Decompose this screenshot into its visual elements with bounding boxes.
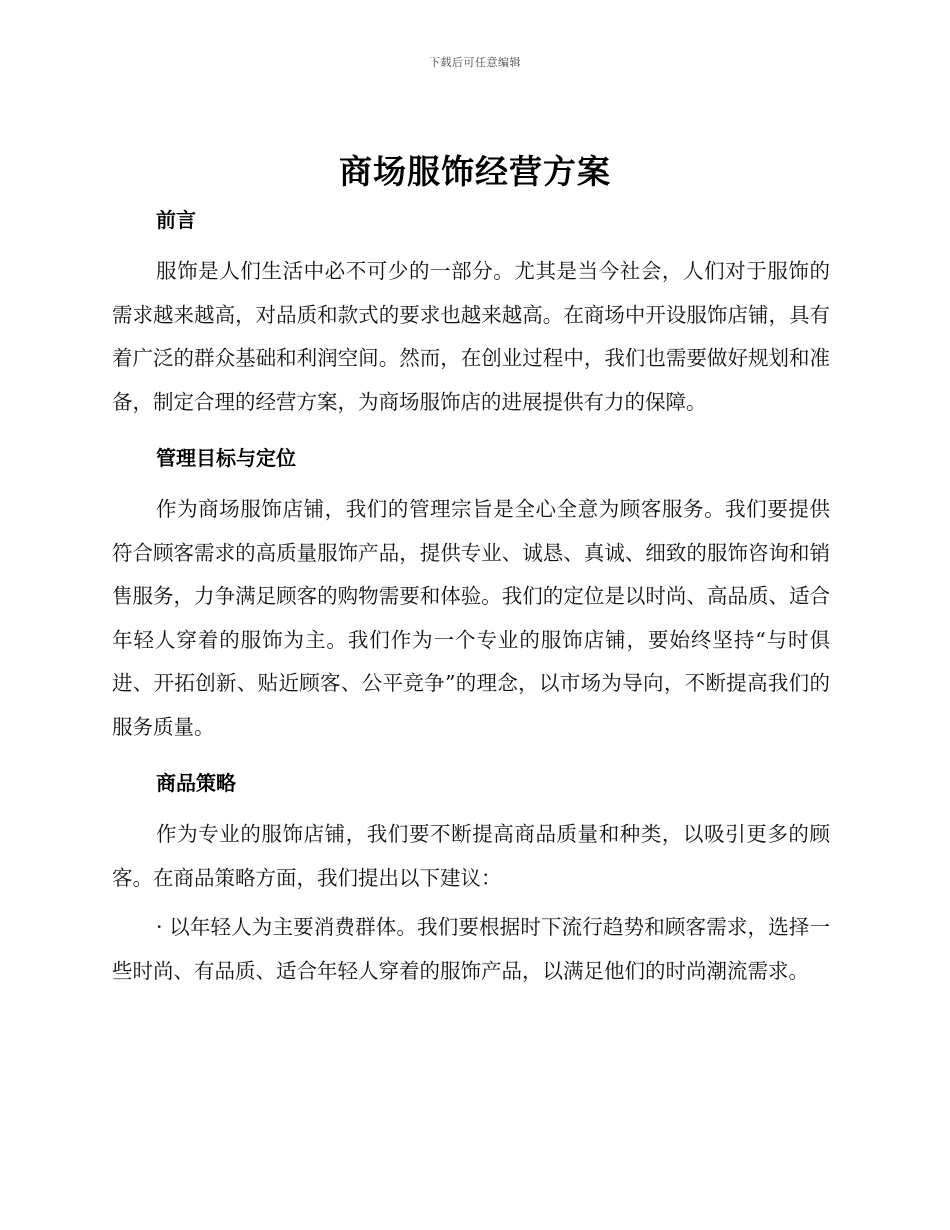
section-management-goals [112,438,830,749]
document-title: 商场服饰经营方案 [339,152,611,191]
section-preface [112,200,830,424]
bullet-paragraph: · 以年轻人为主要消费群体。我们要根据时下流行趋势和顾客需求，选择一些时尚、有品质、适合年轻人穿着的服饰产品，以满足他们的时尚潮流需求。 [112,915,830,983]
section-heading: 商品策略 [156,771,236,795]
paragraph: 作为专业的服饰店铺，我们要不断提高商品质量和种类，以吸引更多的顾客。在商品策略方面，我们提出以下建议： [112,822,830,890]
section-heading: 管理目标与定位 [156,446,296,470]
paragraph: 服饰是人们生活中必不可少的一部分。尤其是当今社会，人们对于服饰的需求越来越高，对品质和款式的要求也越来越高。在商场中开设服饰店铺，具有着广泛的群众基础和利润空间。然而，在创业过程中，我们也需要做好规划和准备，制定合理的经营方案，为商场服饰店的进展提供有力的保障。 [112,259,830,414]
document-body [112,200,830,993]
section-heading: 前言 [156,208,196,232]
section-product-strategy [112,763,830,993]
header-note: 下载后可任意编辑 [429,56,521,69]
paragraph: 作为商场服饰店铺，我们的管理宗旨是全心全意为顾客服务。我们要提供符合顾客需求的高质量服饰产品，提供专业、诚恳、真诚、细致的服饰咨询和销售服务，力争满足顾客的购物需要和体验。我们的定位是以时尚、高品质、适合年轻人穿着的服饰为主。我们作为一个专业的服饰店铺，要始终坚持“与时俱进、开拓创新、贴近顾客、公平竞争”的理念，以市场为导向，不断提高我们的服务质量。 [112,497,830,739]
